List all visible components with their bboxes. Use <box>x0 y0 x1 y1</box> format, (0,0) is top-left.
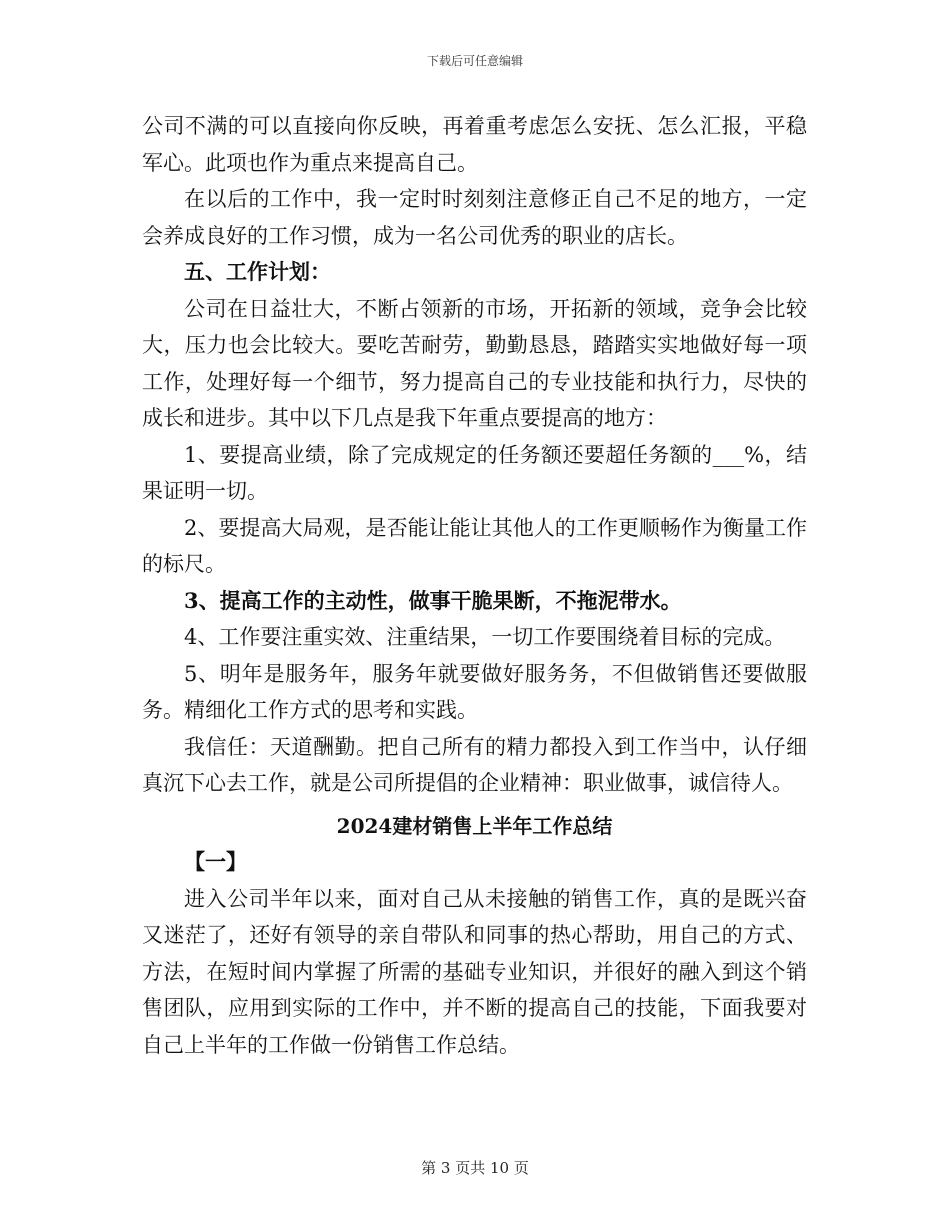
list-item: 1、要提高业绩，除了完成规定的任务额还要超任务额的___%，结果证明一切。 <box>142 442 807 503</box>
list-item: 5、明年是服务年，服务年就要做好服务务，不但做销售还要做服务。精细化工作方式的思考和实践。 <box>142 661 807 722</box>
paragraph: 公司不满的可以直接向你反映，再着重考虑怎么安抚、怎么汇报，平稳军心。此项也作为重点来提高自己。 <box>142 114 807 175</box>
page-header: 下载后可任意编辑 <box>426 54 523 68</box>
document-title: 2024建材销售上半年工作总结 <box>336 813 613 838</box>
section-marker: 【一】 <box>184 849 247 874</box>
list-item: 4、工作要注重实效、注重结果，一切工作要围绕着目标的完成。 <box>184 625 786 649</box>
page-footer: 第 3 页共 10 页 <box>421 1159 529 1177</box>
list-item: 2、要提高大局观，是否能让能让其他人的工作更顺畅作为衡量工作的标尺。 <box>142 515 807 576</box>
paragraph: 公司在日益壮大，不断占领新的市场，开拓新的领域，竞争会比较大，压力也会比较大。要吃苦耐劳，勤勤恳恳，踏踏实实地做好每一项工作，处理好每一个细节，努力提高自己的专业技能和执行力，尽快的成长和进步。其中以下几点是我下年重点要提高的地方： <box>142 296 807 430</box>
list-item: 3、提高工作的主动性，做事干脆果断，不拖泥带水。 <box>184 587 682 613</box>
paragraph: 进入公司半年以来，面对自己从未接触的销售工作，真的是既兴奋又迷茫了，还好有领导的亲自带队和同事的热心帮助，用自己的方式、方法，在短时间内掌握了所需的基础专业知识，并很好的融入到这个销售团队，应用到实际的工作中，并不断的提高自己的技能，下面我要对自己上半年的工作做一份销售工作总结。 <box>142 886 807 1057</box>
section-heading: 五、工作计划： <box>184 259 331 284</box>
document-body <box>142 108 807 1063</box>
paragraph: 我信任：天道酬勤。把自己所有的精力都投入到工作当中，认仔细真沉下心去工作，就是公司所提倡的企业精神：职业做事，诚信待人。 <box>142 734 807 795</box>
paragraph: 在以后的工作中，我一定时时刻刻注意修正自己不足的地方，一定会养成良好的工作习惯，成为一名公司优秀的职业的店长。 <box>142 187 807 248</box>
